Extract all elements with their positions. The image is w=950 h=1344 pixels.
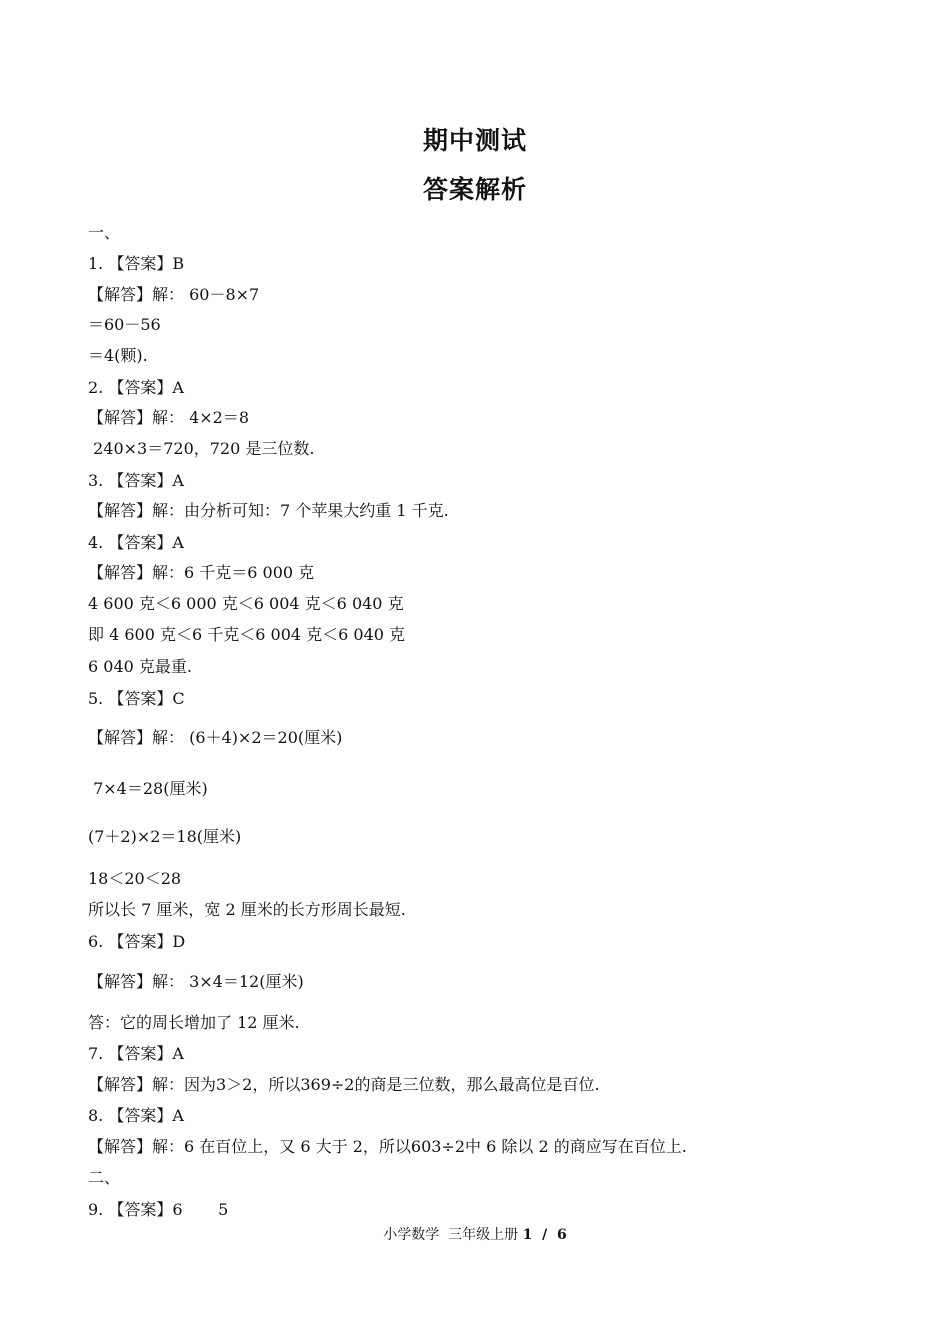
answer-line: 7. 【答案】A [88,1044,184,1063]
solution-line: 【解答】解：因为3＞2，所以369÷2的商是三位数，那么最高位是百位. [88,1075,600,1094]
answer-line: 2. 【答案】A [88,378,184,397]
solution-line: 即 4 600 克＜6 千克＜6 004 克＜6 040 克 [88,625,406,644]
solution-line: 6 040 克最重. [88,657,192,676]
solution-line: 18＜20＜28 [88,869,182,888]
solution-line: 答：它的周长增加了 12 厘米. [88,1013,300,1032]
page-title: 期中测试 [422,126,527,155]
section-heading: 二、 [88,1168,121,1187]
solution-line: 4 600 克＜6 000 克＜6 004 克＜6 040 克 [88,594,404,613]
solution-line: (7＋2)×2＝18(厘米) [88,827,242,846]
solution-line: 【解答】解：6 在百位上，又 6 大于 2，所以603÷2中 6 除以 2 的商应写在百位上. [88,1137,687,1156]
page-footer [0,1226,950,1244]
solution-line: ＝60－56 [88,315,161,334]
solution-line: 【解答】解： 3×4＝12(厘米) [88,972,304,991]
answer-line: 8. 【答案】A [88,1106,184,1125]
solution-line: 所以长 7 厘米，宽 2 厘米的长方形周长最短. [88,900,406,919]
solution-line: ＝4(颗). [88,346,148,365]
answer-line: 1. 【答案】B [88,254,185,273]
answer-line: 6. 【答案】D [88,932,186,951]
solution-line: 【解答】解： 4×2＝8 [88,408,250,427]
page-subtitle: 答案解析 [422,175,527,204]
footer-text: 小学数学 三年级上册 [383,1227,523,1243]
answer-line: 4. 【答案】A [88,533,184,552]
section-heading: 一、 [88,223,121,242]
solution-line: 【解答】解：由分析可知：7 个苹果大约重 1 千克. [88,501,449,520]
answer-line: 9. 【答案】6 5 [88,1200,229,1219]
page-number: 1 / 6 [522,1227,567,1243]
solution-line: 【解答】解： 60－8×7 [88,285,260,304]
answer-line: 3. 【答案】A [88,471,184,490]
solution-line: 【解答】解： (6＋4)×2＝20(厘米) [88,728,343,747]
solution-line: 【解答】解：6 千克＝6 000 克 [88,563,315,582]
answer-line: 5. 【答案】C [88,689,185,708]
solution-line: 240×3＝720，720 是三位数. [88,439,315,458]
solution-line: 7×4＝28(厘米) [88,779,208,798]
